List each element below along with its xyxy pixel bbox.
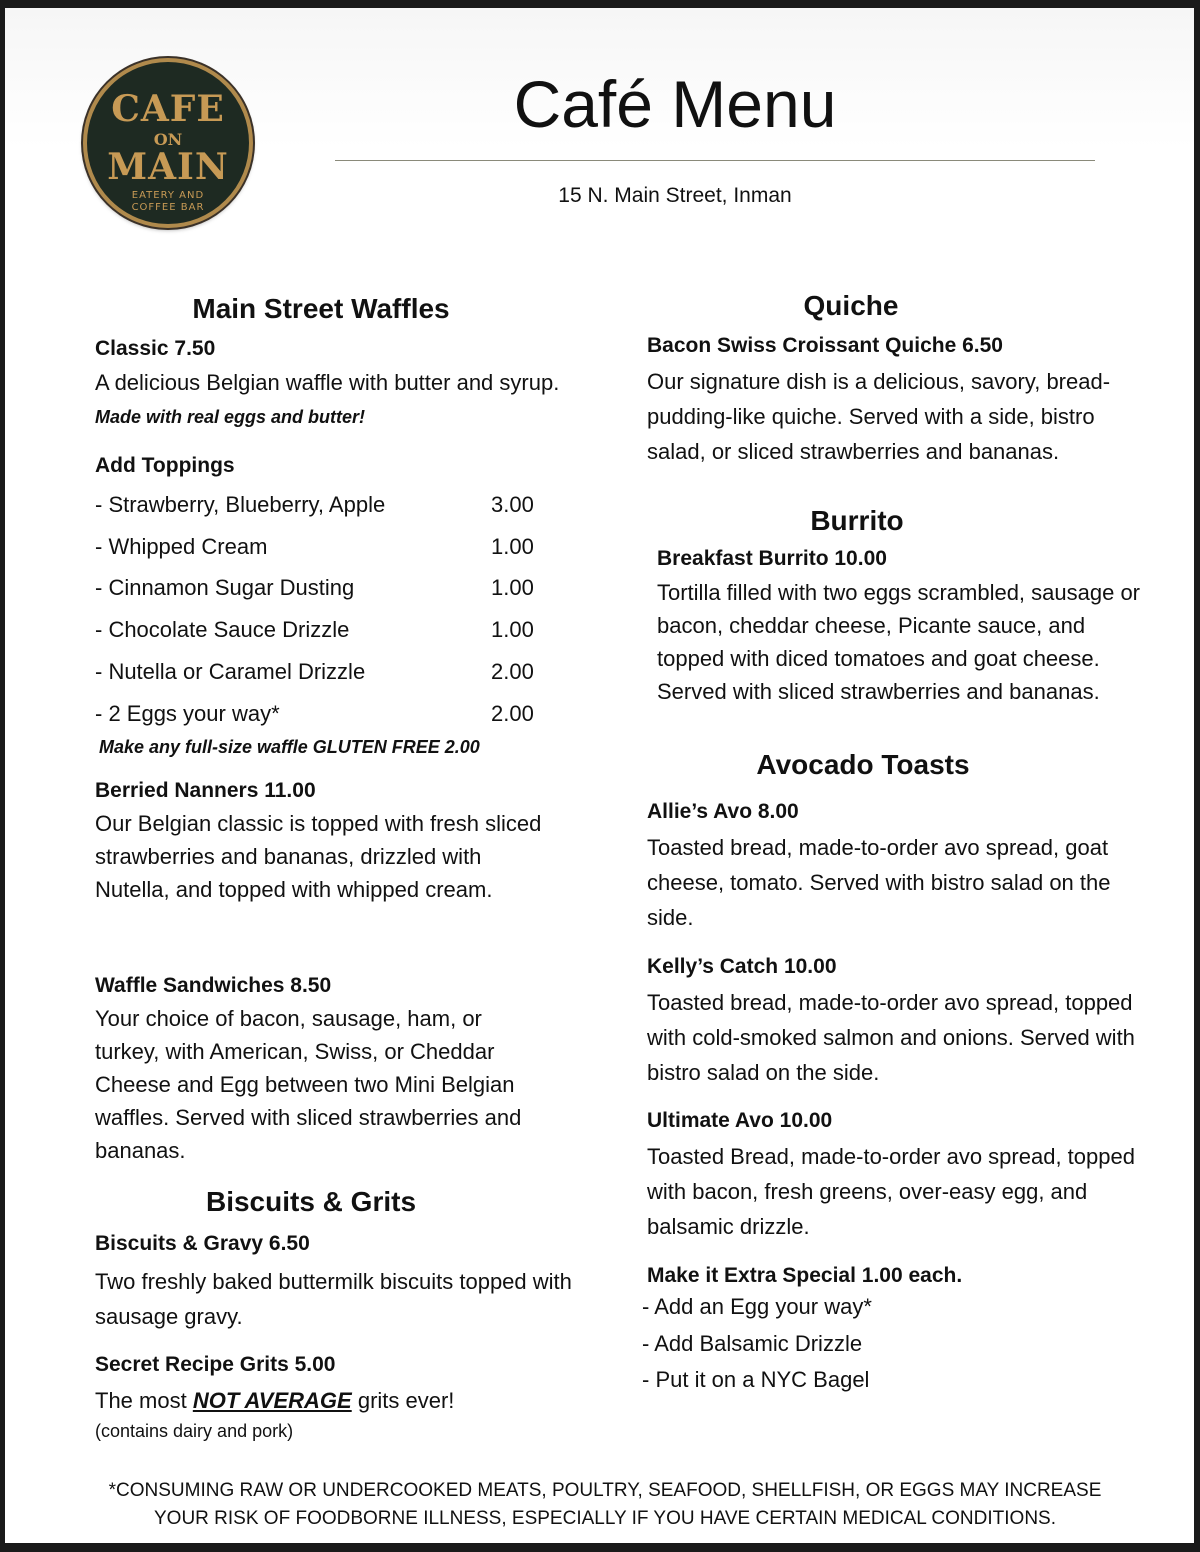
topping-price: 1.00 (491, 575, 534, 600)
item-classic-name: Classic 7.50 (95, 337, 216, 360)
item-burrito-name: Breakfast Burrito 10.00 (657, 547, 887, 570)
topping-price: 1.00 (491, 534, 534, 559)
topping-price: 2.00 (491, 659, 534, 684)
toppings-heading: Add Toppings (95, 454, 235, 477)
item-gravy-name: Biscuits & Gravy 6.50 (95, 1232, 310, 1255)
extra-option: - Add an Egg your way* (642, 1294, 872, 1319)
item-quiche-desc: Our signature dish is a delicious, savory, bread-pudding-like quiche. Served with a side, bistro salad, or sliced strawberries and bananas. (647, 369, 1111, 464)
gluten-free-note: Make any full-size waffle GLUTEN FREE 2.00 (99, 737, 480, 757)
item-burrito-desc: Tortilla filled with two eggs scrambled, sausage or bacon, cheddar cheese, Picante sauce, and topped with diced tomatoes and goat cheese. Served with sliced strawberries and bananas. (657, 580, 1141, 704)
item-allie-desc: Toasted bread, made-to-order avo spread, goat cheese, tomato. Served with bistro salad on the side. (647, 835, 1111, 930)
item-kelly-name: Kelly’s Catch 10.00 (647, 955, 837, 978)
item-grits-name: Secret Recipe Grits 5.00 (95, 1353, 336, 1376)
section-heading-waffles: Main Street Waffles (192, 293, 450, 324)
topping-name: - Strawberry, Blueberry, Apple (95, 492, 386, 517)
topping-price: 3.00 (491, 492, 534, 517)
item-sandwich-name: Waffle Sandwiches 8.50 (95, 974, 332, 997)
topping-name: - Cinnamon Sugar Dusting (95, 575, 355, 600)
section-heading-quiche: Quiche (803, 290, 899, 321)
grits-desc-emphasis: NOT AVERAGE (192, 1388, 352, 1413)
section-heading-burrito: Burrito (810, 505, 904, 536)
logo-line-eatery: EATERY AND (131, 190, 205, 201)
item-gravy-desc: Two freshly baked buttermilk biscuits topped with sausage gravy. (95, 1269, 572, 1329)
item-ultimate-desc: Toasted Bread, made-to-order avo spread, topped with bacon, fresh greens, over-easy egg, and balsamic drizzle. (647, 1144, 1135, 1239)
logo-line-cafe: CAFE (111, 88, 225, 130)
extra-option: - Add Balsamic Drizzle (642, 1331, 863, 1356)
logo-line-coffee-bar: COFFEE BAR (131, 202, 205, 213)
item-classic-desc (95, 366, 575, 434)
grits-desc-post: grits ever! (351, 1388, 455, 1413)
extra-option: - Put it on a NYC Bagel (642, 1367, 870, 1392)
section-heading-avocado: Avocado Toasts (756, 749, 970, 780)
item-grits-desc (95, 1384, 595, 1417)
item-ultimate-name: Ultimate Avo 10.00 (647, 1109, 833, 1132)
topping-name: - 2 Eggs your way* (95, 701, 280, 726)
disclaimer-line: YOUR RISK OF FOODBORNE ILLNESS, ESPECIALLY IF YOU HAVE CERTAIN MEDICAL CONDITIONS. (154, 1508, 1056, 1529)
grits-desc-pre: The most (95, 1388, 193, 1413)
topping-price: 2.00 (491, 701, 534, 726)
item-allie-name: Allie’s Avo 8.00 (647, 800, 799, 823)
section-heading-biscuits: Biscuits & Grits (205, 1186, 417, 1217)
food-safety-disclaimer (65, 1477, 1145, 1533)
topping-name: - Whipped Cream (95, 534, 268, 559)
extra-special-heading: Make it Extra Special 1.00 each. (647, 1264, 963, 1287)
classic-note: Made with real eggs and butter! (95, 407, 366, 427)
title-divider (335, 160, 1095, 161)
item-kelly-desc: Toasted bread, made-to-order avo spread, topped with cold-smoked salmon and onions. Served with bistro salad on the side. (647, 990, 1135, 1085)
item-quiche-name: Bacon Swiss Croissant Quiche 6.50 (647, 334, 1003, 357)
logo-line-main: MAIN (107, 146, 229, 188)
topping-price: 1.00 (491, 617, 534, 642)
address: 15 N. Main Street, Inman (558, 184, 792, 207)
logo-line-on: ON (153, 130, 183, 149)
item-berried-desc: Our Belgian classic is topped with fresh sliced strawberries and bananas, drizzled with Nutella, and topped with whipped cream. (95, 811, 542, 902)
item-berried-name: Berried Nanners 11.00 (95, 779, 316, 802)
cafe-logo (83, 58, 253, 228)
page-title: Café Menu (513, 67, 837, 141)
classic-desc-text: A delicious Belgian waffle with butter and syrup. (95, 370, 560, 395)
item-sandwich-desc: Your choice of bacon, sausage, ham, or turkey, with American, Swiss, or Cheddar Cheese and Egg between two Mini Belgian waffles. Served with sliced strawberries and bananas. (95, 1006, 522, 1163)
grits-note: (contains dairy and pork) (95, 1421, 294, 1441)
topping-name: - Nutella or Caramel Drizzle (95, 659, 366, 684)
disclaimer-line: *CONSUMING RAW OR UNDERCOOKED MEATS, POULTRY, SEAFOOD, SHELLFISH, OR EGGS MAY INCREASE (108, 1480, 1102, 1501)
topping-name: - Chocolate Sauce Drizzle (95, 617, 350, 642)
